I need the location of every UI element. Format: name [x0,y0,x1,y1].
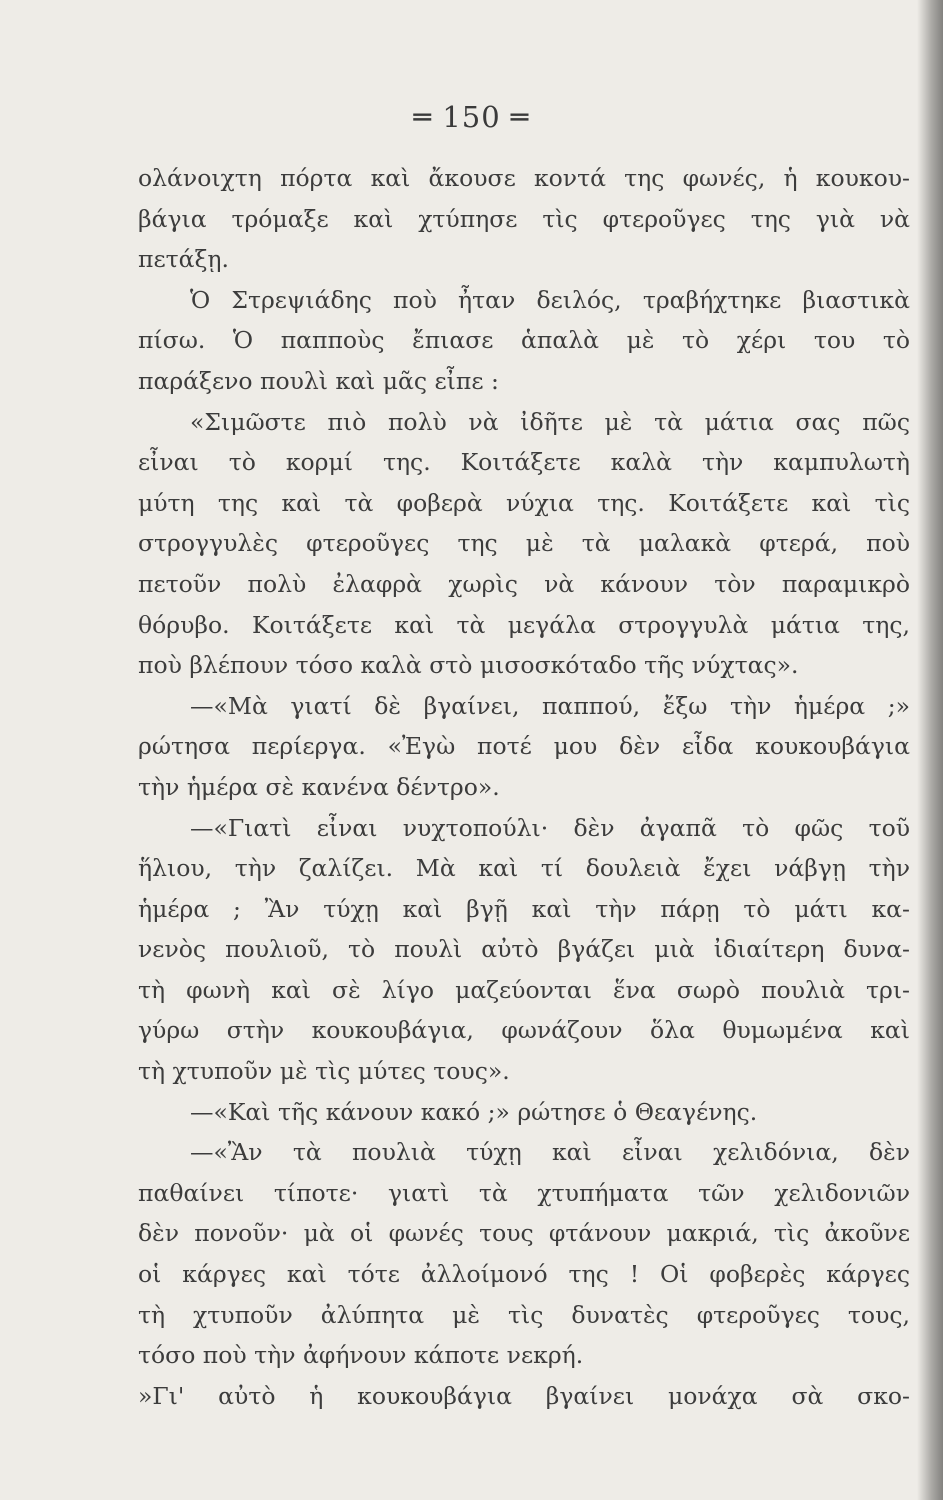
text-line: Ὁ Στρεψιάδης ποὺ ἦταν δειλός, τραβήχτηκε βιαστικὰ [190,285,910,314]
text-line: εἶναι τὸ κορμί της. Κοιτάξετε καλὰ τὴν καμπυλωτὴ [138,448,910,477]
text-line: πετοῦν πολὺ ἐλαφρὰ χωρὶς νὰ κάνουν τὸν παραμικρὸ [138,569,910,598]
text-line: τὴν ἡμέρα σὲ κανένα δέντρο». [138,772,500,801]
text-line: παθαίνει τίποτε· γιατὶ τὰ χτυπήματα τῶν χελιδονιῶν [138,1178,910,1207]
text-line: ἥλιου, τὴν ζαλίζει. Μὰ καὶ τί δουλειὰ ἔχει νάβγῃ τὴν [138,854,910,883]
text-line: ολάνοιχτη πόρτα καὶ ἄκουσε κοντά της φωνές, ἡ κουκου- [138,164,910,192]
page-gutter-shadow [917,0,943,1500]
text-line: τὴ χτυποῦν ἀλύπητα μὲ τὶς δυνατὲς φτεροῦγες τους, [138,1300,910,1329]
text-line: στρογγυλὲς φτεροῦγες της μὲ τὰ μαλακὰ φτερά, ποὺ [138,529,910,558]
text-line: γύρω στὴν κουκουβάγια, φωνάζουν ὅλα θυμωμένα καὶ [138,1016,910,1045]
text-line: —«Ἂν τὰ πουλιὰ τύχῃ καὶ εἶναι χελιδόνια, δὲν [190,1138,910,1167]
text-line: —«Γιατὶ εἶναι νυχτοπούλι· δὲν ἀγαπᾶ τὸ φῶς τοῦ [190,813,910,842]
text-line: θόρυβο. Κοιτάξετε καὶ τὰ μεγάλα στρογγυλὰ μάτια της, [138,610,910,639]
text-line: τόσο ποὺ τὴν ἀφήνουν κάποτε νεκρή. [138,1341,584,1370]
text-line: βάγια τρόμαξε καὶ χτύπησε τὶς φτεροῦγες της γιὰ νὰ [138,204,910,233]
text-line: τὴ φωνὴ καὶ σὲ λίγο μαζεύονται ἕνα σωρὸ πουλιὰ τρι- [138,975,910,1004]
text-line: μύτη της καὶ τὰ φοβερὰ νύχια της. Κοιτάξετε καὶ τὶς [138,488,910,517]
text-line: ἡμέρα ; Ἂν τύχῃ καὶ βγῇ καὶ τὴν πάρῃ τὸ μάτι κα- [138,894,910,923]
text-line: παράξενο πουλὶ καὶ μᾶς εἶπε : [138,366,499,395]
text-line: οἱ κάργες καὶ τότε ἀλλοίμονό της ! Οἱ φοβερὲς κάργες [138,1260,910,1289]
text-line: «Σιμῶστε πιὸ πολὺ νὰ ἰδῆτε μὲ τὰ μάτια σας πῶς [190,407,910,436]
body-text [138,158,910,1416]
text-line: —«Μὰ γιατί δὲ βγαίνει, παππού, ἔξω τὴν ἡμέρα ;» [190,691,910,720]
text-line: —«Καὶ τῆς κάνουν κακό ;» ρώτησε ὁ Θεαγένης. [190,1097,758,1126]
text-line: πετάξῃ. [138,245,229,274]
text-line: πίσω. Ὁ παπποὺς ἔπιασε ἁπαλὰ μὲ τὸ χέρι του τὸ [138,326,910,355]
text-line: νενὸς πουλιοῦ, τὸ πουλὶ αὐτὸ βγάζει μιὰ ἰδιαίτερη δυνα- [138,935,910,964]
text-line: δὲν πονοῦν· μὰ οἱ φωνές τους φτάνουν μακριά, τὶς ἀκοῦνε [138,1219,910,1248]
page-number: ═ 150 ═ [413,100,530,134]
text-line: »Γι' αὐτὸ ἡ κουκουβάγια βγαίνει μονάχα σὰ σκο- [138,1381,910,1410]
text-line: ποὺ βλέπουν τόσο καλὰ στὸ μισοσκόταδο τῆς νύχτας». [138,651,799,680]
text-line: ρώτησα περίεργα. «Ἐγὼ ποτέ μου δὲν εἶδα κουκουβάγια [138,732,910,761]
text-line: τὴ χτυποῦν μὲ τὶς μύτες τους». [138,1057,510,1086]
